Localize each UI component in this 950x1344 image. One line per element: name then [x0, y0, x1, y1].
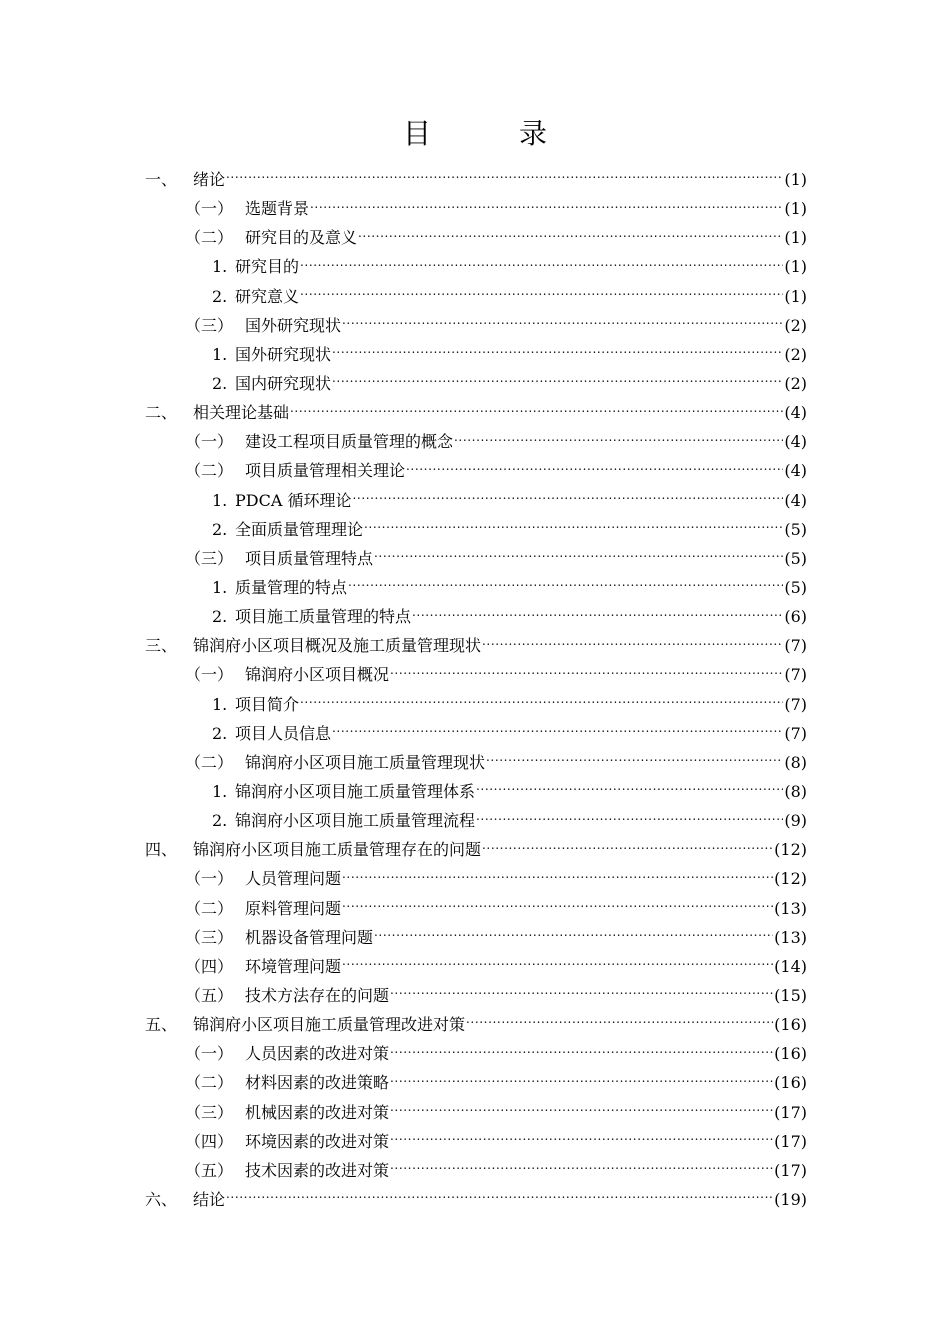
toc-entry-number: （二） [185, 1073, 234, 1093]
toc-entry-level-2[interactable] [145, 1039, 807, 1068]
toc-entry-page-number: (17) [774, 1131, 807, 1151]
dot-leader [332, 346, 783, 362]
toc-entry-number: （二） [185, 228, 234, 248]
toc-entry-level-1[interactable] [145, 165, 807, 194]
toc-entry-level-2[interactable] [145, 748, 807, 777]
toc-entry-page-number: (16) [774, 1044, 807, 1064]
toc-entry-number: 1. [212, 344, 228, 364]
toc-entry-page-number: (12) [774, 840, 807, 860]
toc-entry-title: 锦润府小区项目施工质量管理存在的问题 [193, 840, 482, 860]
toc-entry-title: 锦润府小区项目施工质量管理体系 [235, 781, 476, 801]
toc-entry-title: 环境因素的改进对策 [245, 1131, 390, 1151]
toc-entry-level-3[interactable] [145, 777, 807, 806]
toc-entry-level-2[interactable] [145, 311, 807, 340]
toc-entry-level-2[interactable] [145, 544, 807, 573]
dot-leader [390, 1162, 773, 1178]
dot-leader [390, 1104, 773, 1120]
dot-leader [226, 1191, 773, 1207]
toc-entry-title: 机器设备管理问题 [245, 927, 374, 947]
toc-entry-page-number: (1) [784, 228, 807, 248]
toc-entry-title: 锦润府小区项目概况 [245, 665, 390, 685]
toc-entry-page-number: (8) [784, 781, 807, 801]
dot-leader [482, 842, 773, 858]
dot-leader [342, 958, 773, 974]
toc-entry-number: （四） [185, 1131, 234, 1151]
toc-entry-title: 国外研究现状 [235, 344, 332, 364]
toc-entry-level-2[interactable] [145, 223, 807, 252]
toc-entry-page-number: (13) [774, 927, 807, 947]
toc-entry-level-3[interactable] [145, 486, 807, 515]
toc-entry-number: 1. [212, 257, 228, 277]
toc-entry-page-number: (14) [774, 956, 807, 976]
dot-leader [466, 1017, 773, 1033]
toc-entry-title: 国内研究现状 [235, 373, 332, 393]
dot-leader [290, 405, 783, 421]
dot-leader [332, 376, 783, 392]
toc-entry-number: （一） [185, 665, 234, 685]
toc-entry-title: 人员因素的改进对策 [245, 1044, 390, 1064]
toc-entry-number: 2. [212, 519, 228, 539]
toc-entry-title: 原料管理问题 [245, 898, 342, 918]
toc-entry-level-3[interactable] [145, 515, 807, 544]
toc-entry-title: 绪论 [193, 170, 226, 189]
toc-entry-number: 2. [212, 811, 228, 831]
toc-entry-number: （三） [185, 548, 234, 568]
toc-entry-level-3[interactable] [145, 573, 807, 602]
toc-entry-page-number: (4) [784, 490, 807, 510]
toc-entry-number: 1. [212, 781, 228, 801]
toc-entry-number: （三） [185, 927, 234, 947]
toc-entry-level-3[interactable] [145, 282, 807, 311]
toc-entry-title: 技术因素的改进对策 [245, 1160, 390, 1180]
toc-entry-page-number: (2) [784, 373, 807, 393]
toc-entry-page-number: (5) [784, 519, 807, 539]
dot-leader [342, 900, 773, 916]
toc-entry-page-number: (1) [784, 257, 807, 277]
toc-entry-page-number: (2) [784, 315, 807, 335]
toc-entry-title: 研究意义 [235, 286, 300, 306]
dot-leader [390, 1133, 773, 1149]
toc-entry-page-number: (19) [774, 1189, 807, 1209]
dot-leader [332, 725, 783, 741]
toc-entry-level-2[interactable] [145, 864, 807, 893]
toc-entry-level-3[interactable] [145, 690, 807, 719]
toc-entry-title: 国外研究现状 [245, 315, 342, 335]
toc-entry-number: 二、 [145, 403, 178, 423]
toc-entry-title: 人员管理问题 [245, 869, 342, 889]
toc-entry-page-number: (1) [784, 286, 807, 306]
toc-entry-number: 2. [212, 373, 228, 393]
toc-entry-title: 项目质量管理相关理论 [245, 461, 406, 481]
toc-entry-number: （一） [185, 1044, 234, 1064]
toc-entry-number: 1. [212, 490, 228, 510]
toc-entry-level-3[interactable] [145, 806, 807, 835]
toc-entry-title: 选题背景 [245, 199, 310, 219]
toc-entry-title: 结论 [193, 1189, 226, 1209]
toc-entry-number: （二） [185, 461, 234, 481]
dot-leader [390, 1075, 773, 1091]
toc-entry-level-1[interactable] [145, 1010, 807, 1039]
toc-entry-title: 锦润府小区项目施工质量管理流程 [235, 811, 476, 831]
dot-leader [374, 550, 783, 566]
toc-entry-page-number: (4) [784, 461, 807, 481]
toc-entry-level-2[interactable] [145, 660, 807, 689]
toc-entry-page-number: (7) [784, 665, 807, 685]
table-of-contents [145, 165, 807, 1214]
toc-entry-title: 质量管理的特点 [235, 577, 348, 597]
toc-entry-level-1[interactable] [145, 631, 807, 660]
toc-entry-title: 研究目的及意义 [245, 228, 358, 248]
toc-entry-title: 项目质量管理特点 [245, 548, 374, 568]
dot-leader [390, 667, 783, 683]
toc-entry-level-1[interactable] [145, 835, 807, 864]
toc-entry-page-number: (16) [774, 1015, 807, 1035]
toc-entry-page-number: (12) [774, 869, 807, 889]
toc-entry-level-2[interactable] [145, 194, 807, 223]
toc-entry-number: 2. [212, 286, 228, 306]
toc-entry-level-3[interactable] [145, 369, 807, 398]
toc-entry-level-2[interactable] [145, 952, 807, 981]
dot-leader [358, 230, 783, 246]
dot-leader [390, 1046, 773, 1062]
toc-entry-page-number: (9) [784, 811, 807, 831]
toc-entry-level-2[interactable] [145, 981, 807, 1010]
toc-entry-level-2[interactable] [145, 1068, 807, 1097]
toc-entry-page-number: (15) [774, 985, 807, 1005]
toc-entry-page-number: (7) [784, 723, 807, 743]
toc-entry-title: 全面质量管理理论 [235, 519, 364, 539]
toc-entry-number: 2. [212, 607, 228, 627]
toc-entry-number: （五） [185, 1160, 234, 1180]
toc-entry-page-number: (7) [784, 694, 807, 714]
toc-entry-page-number: (4) [784, 403, 807, 423]
toc-entry-level-2[interactable] [145, 1098, 807, 1127]
page-title: 目 录 [402, 117, 577, 150]
toc-entry-page-number: (4) [784, 432, 807, 452]
dot-leader [454, 434, 783, 450]
toc-entry-page-number: (17) [774, 1102, 807, 1122]
dot-leader [226, 172, 783, 188]
toc-entry-number: 五、 [145, 1015, 178, 1035]
toc-entry-level-3[interactable] [145, 340, 807, 369]
dot-leader [406, 463, 783, 479]
toc-entry-number: （三） [185, 1102, 234, 1122]
toc-entry-title: 建设工程项目质量管理的概念 [245, 432, 454, 452]
dot-leader [342, 317, 783, 333]
toc-entry-number: 三、 [145, 636, 178, 656]
toc-entry-title: 项目人员信息 [235, 723, 332, 743]
toc-entry-level-1[interactable] [145, 1185, 807, 1214]
dot-leader [310, 201, 783, 217]
toc-entry-page-number: (7) [784, 636, 807, 656]
toc-entry-page-number: (8) [784, 752, 807, 772]
toc-entry-level-3[interactable] [145, 602, 807, 631]
toc-entry-number: （二） [185, 898, 234, 918]
dot-leader [300, 696, 783, 712]
toc-entry-level-2[interactable] [145, 456, 807, 485]
dot-leader [482, 638, 783, 654]
dot-leader [342, 871, 773, 887]
dot-leader [476, 784, 783, 800]
toc-entry-number: 2. [212, 723, 228, 743]
toc-entry-title: 研究目的 [235, 257, 300, 277]
toc-entry-number: （一） [185, 432, 234, 452]
toc-entry-page-number: (1) [784, 170, 807, 189]
toc-entry-number: 1. [212, 577, 228, 597]
toc-entry-title: PDCA 循环理论 [235, 490, 352, 510]
toc-entry-page-number: (13) [774, 898, 807, 918]
toc-entry-title: 环境管理问题 [245, 956, 342, 976]
toc-entry-number: （四） [185, 956, 234, 976]
toc-entry-title: 机械因素的改进对策 [245, 1102, 390, 1122]
toc-entry-level-2[interactable] [145, 427, 807, 456]
toc-entry-title: 技术方法存在的问题 [245, 985, 390, 1005]
toc-entry-page-number: (2) [784, 344, 807, 364]
toc-entry-page-number: (1) [784, 199, 807, 219]
dot-leader [374, 929, 773, 945]
toc-entry-title: 相关理论基础 [193, 403, 290, 423]
dot-leader [352, 492, 783, 508]
toc-entry-title: 材料因素的改进策略 [245, 1073, 390, 1093]
toc-entry-number: 一、 [145, 170, 178, 189]
dot-leader [348, 580, 783, 596]
toc-entry-page-number: (5) [784, 548, 807, 568]
toc-entry-level-2[interactable] [145, 1127, 807, 1156]
toc-entry-title: 锦润府小区项目施工质量管理改进对策 [193, 1015, 466, 1035]
toc-entry-page-number: (6) [784, 607, 807, 627]
toc-entry-title: 项目简介 [235, 694, 300, 714]
toc-entry-number: （三） [185, 315, 234, 335]
toc-entry-level-3[interactable] [145, 252, 807, 281]
dot-leader [412, 609, 783, 625]
toc-entry-number: （一） [185, 869, 234, 889]
dot-leader [486, 754, 783, 770]
dot-leader [300, 288, 783, 304]
toc-entry-number: 六、 [145, 1189, 178, 1209]
toc-entry-level-2[interactable] [145, 923, 807, 952]
toc-entry-number: 四、 [145, 840, 178, 860]
dot-leader [390, 988, 773, 1004]
toc-entry-level-2[interactable] [145, 1156, 807, 1185]
dot-leader [476, 813, 783, 829]
toc-entry-page-number: (17) [774, 1160, 807, 1180]
toc-entry-title: 项目施工质量管理的特点 [235, 607, 412, 627]
toc-entry-number: （一） [185, 199, 234, 219]
toc-entry-title: 锦润府小区项目施工质量管理现状 [245, 752, 486, 772]
toc-entry-number: 1. [212, 694, 228, 714]
toc-entry-level-2[interactable] [145, 894, 807, 923]
toc-entry-level-3[interactable] [145, 719, 807, 748]
toc-entry-page-number: (16) [774, 1073, 807, 1093]
toc-entry-title: 锦润府小区项目概况及施工质量管理现状 [193, 636, 482, 656]
toc-entry-page-number: (5) [784, 577, 807, 597]
dot-leader [300, 259, 783, 275]
dot-leader [364, 521, 783, 537]
toc-entry-number: （二） [185, 752, 234, 772]
toc-entry-level-1[interactable] [145, 398, 807, 427]
toc-entry-number: （五） [185, 985, 234, 1005]
